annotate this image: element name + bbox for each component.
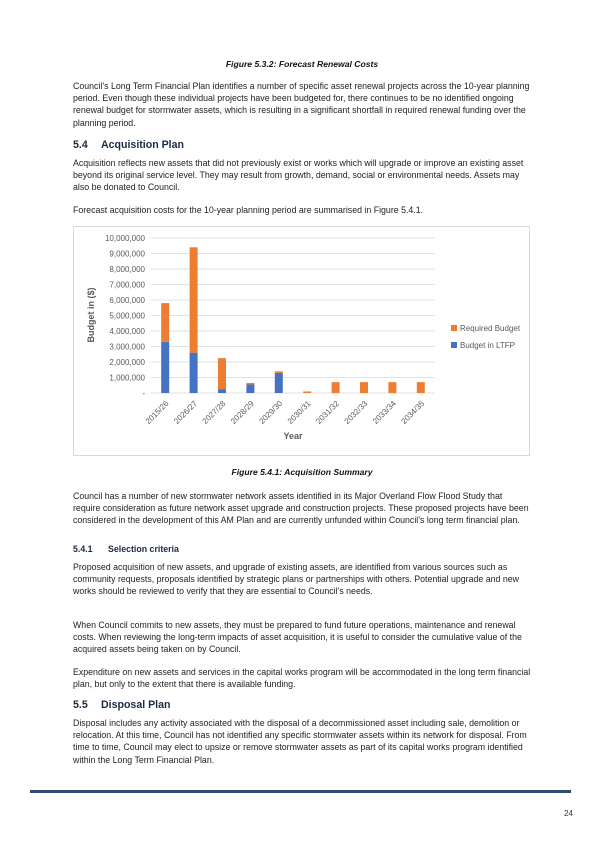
bar-budget-in-ltfp	[275, 373, 283, 393]
acquisition-chart	[73, 226, 530, 456]
bar-budget-in-ltfp	[190, 353, 198, 393]
x-tick-label: 2034/35	[399, 399, 427, 426]
subsection-number: 5.4.1	[73, 544, 93, 554]
x-tick-label: 2027/28	[200, 399, 228, 426]
x-tick-label: 2033/34	[370, 399, 398, 426]
paragraph-acquisition-2: Forecast acquisition costs for the 10-year planning period are summarised in Figure 5.4.1.	[73, 205, 424, 215]
section-heading-acquisition	[73, 139, 184, 151]
y-tick-label: -	[142, 389, 145, 398]
y-tick-label: 7,000,000	[109, 280, 145, 290]
acquisition-chart-svg	[74, 227, 531, 457]
x-tick-label: 2026/27	[172, 399, 200, 426]
y-tick-label: 9,000,000	[109, 249, 145, 259]
bar-required-budget	[417, 382, 425, 393]
x-tick-label: 2029/30	[257, 399, 285, 426]
paragraph-acquisition-1: Acquisition reflects new assets that did not previously exist or works which will upgrade or improve an existing asset beyond its original service level. They may result from growth, demand, social or environmental needs. Assets may also be donated to Council.	[73, 158, 524, 193]
y-tick-label: 10,000,000	[104, 234, 145, 243]
figure-532-caption: Figure 5.3.2: Forecast Renewal Costs	[225, 59, 379, 69]
section-title: Acquisition Plan	[101, 139, 184, 151]
bar-budget-in-ltfp	[246, 384, 254, 393]
legend-swatch	[451, 342, 457, 348]
y-tick-label: 4,000,000	[109, 327, 145, 336]
bar-required-budget	[303, 391, 311, 393]
x-tick-label: 2028/29	[228, 399, 256, 426]
y-tick-label: 3,000,000	[109, 342, 145, 352]
bar-required-budget	[218, 358, 226, 389]
paragraph-selection-2: When Council commits to new assets, they must be prepared to fund future operations, maintenance and renewal costs. When reviewing the long-term impacts of asset acquisition, it is useful to consider the cumulative value of the acquired assets being taken on by Council.	[73, 620, 522, 655]
paragraph-council-assets: Council has a number of new stormwater network assets identified in its Major Overland Flow Flood Study that require consideration as future network asset upgrade and construction projects. These proposed projects have been considered in the development of this AM Plan and are currently unfunded within Council’s long term financial plan.	[73, 491, 529, 526]
y-tick-label: 6,000,000	[109, 296, 145, 305]
bar-required-budget	[360, 382, 368, 393]
legend-label: Budget in LTFP	[460, 341, 515, 350]
section-title: Disposal Plan	[101, 699, 171, 711]
bar-required-budget	[275, 371, 283, 373]
bar-required-budget	[246, 383, 254, 385]
paragraph-selection-3: Expenditure on new assets and services in the capital works program will be accommodated in the long term financial plan, but only to the extent that there is available funding.	[73, 667, 531, 690]
bar-required-budget	[190, 247, 198, 352]
x-axis-title: Year	[283, 431, 303, 441]
paragraph-ltfp: Council’s Long Term Financial Plan identifies a number of specific asset renewal projects across the 10-year planning period. Even though these individual projects have been budgeted for, there continues to be no identified ongoing renewal budget for stormwater assets, which is resulting in a significant shortfall in required renewal funding over the planning period.	[73, 81, 530, 128]
bar-required-budget	[332, 382, 340, 393]
footer-divider	[30, 790, 571, 793]
page-number: 24	[564, 809, 573, 818]
section-number: 5.4	[73, 139, 88, 151]
x-tick-label: 2032/33	[342, 399, 370, 426]
paragraph-selection-1: Proposed acquisition of new assets, and upgrade of existing assets, are identified from various sources such as community requests, proposals identified by strategic plans or partnerships with others. Potential upgrade and new works should be reviewed to verify that they are essential to Council’s needs.	[73, 562, 519, 597]
legend-swatch	[451, 325, 457, 331]
x-tick-label: 2031/32	[314, 399, 342, 426]
y-tick-label: 8,000,000	[109, 265, 145, 274]
paragraph-disposal: Disposal includes any activity associated with the disposal of a decommissioned asset including sale, demolition or relocation. At this time, Council has not identified any specific stormwater assets within its network for disposal. From time to time, Council may elect to upsize or remove stormwater assets as part of its capital works program identified within the Long Term Financial Plan.	[73, 718, 527, 765]
bar-required-budget	[388, 382, 396, 393]
subsection-title: Selection criteria	[108, 544, 179, 554]
y-tick-label: 2,000,000	[109, 358, 145, 367]
section-heading-disposal	[73, 699, 170, 711]
figure-541-caption: Figure 5.4.1: Acquisition Summary	[231, 467, 373, 477]
legend-label: Required Budget	[460, 324, 521, 333]
y-tick-label: 1,000,000	[109, 373, 145, 383]
subsection-heading-selection	[73, 544, 179, 554]
y-axis-title: Budget in ($)	[86, 287, 96, 343]
section-number: 5.5	[73, 699, 88, 711]
y-tick-label: 5,000,000	[109, 311, 145, 321]
x-tick-label: 2015/26	[143, 399, 171, 426]
bar-budget-in-ltfp	[161, 342, 169, 393]
bar-required-budget	[161, 303, 169, 342]
bar-budget-in-ltfp	[218, 389, 226, 393]
x-tick-label: 2030/31	[285, 399, 313, 426]
